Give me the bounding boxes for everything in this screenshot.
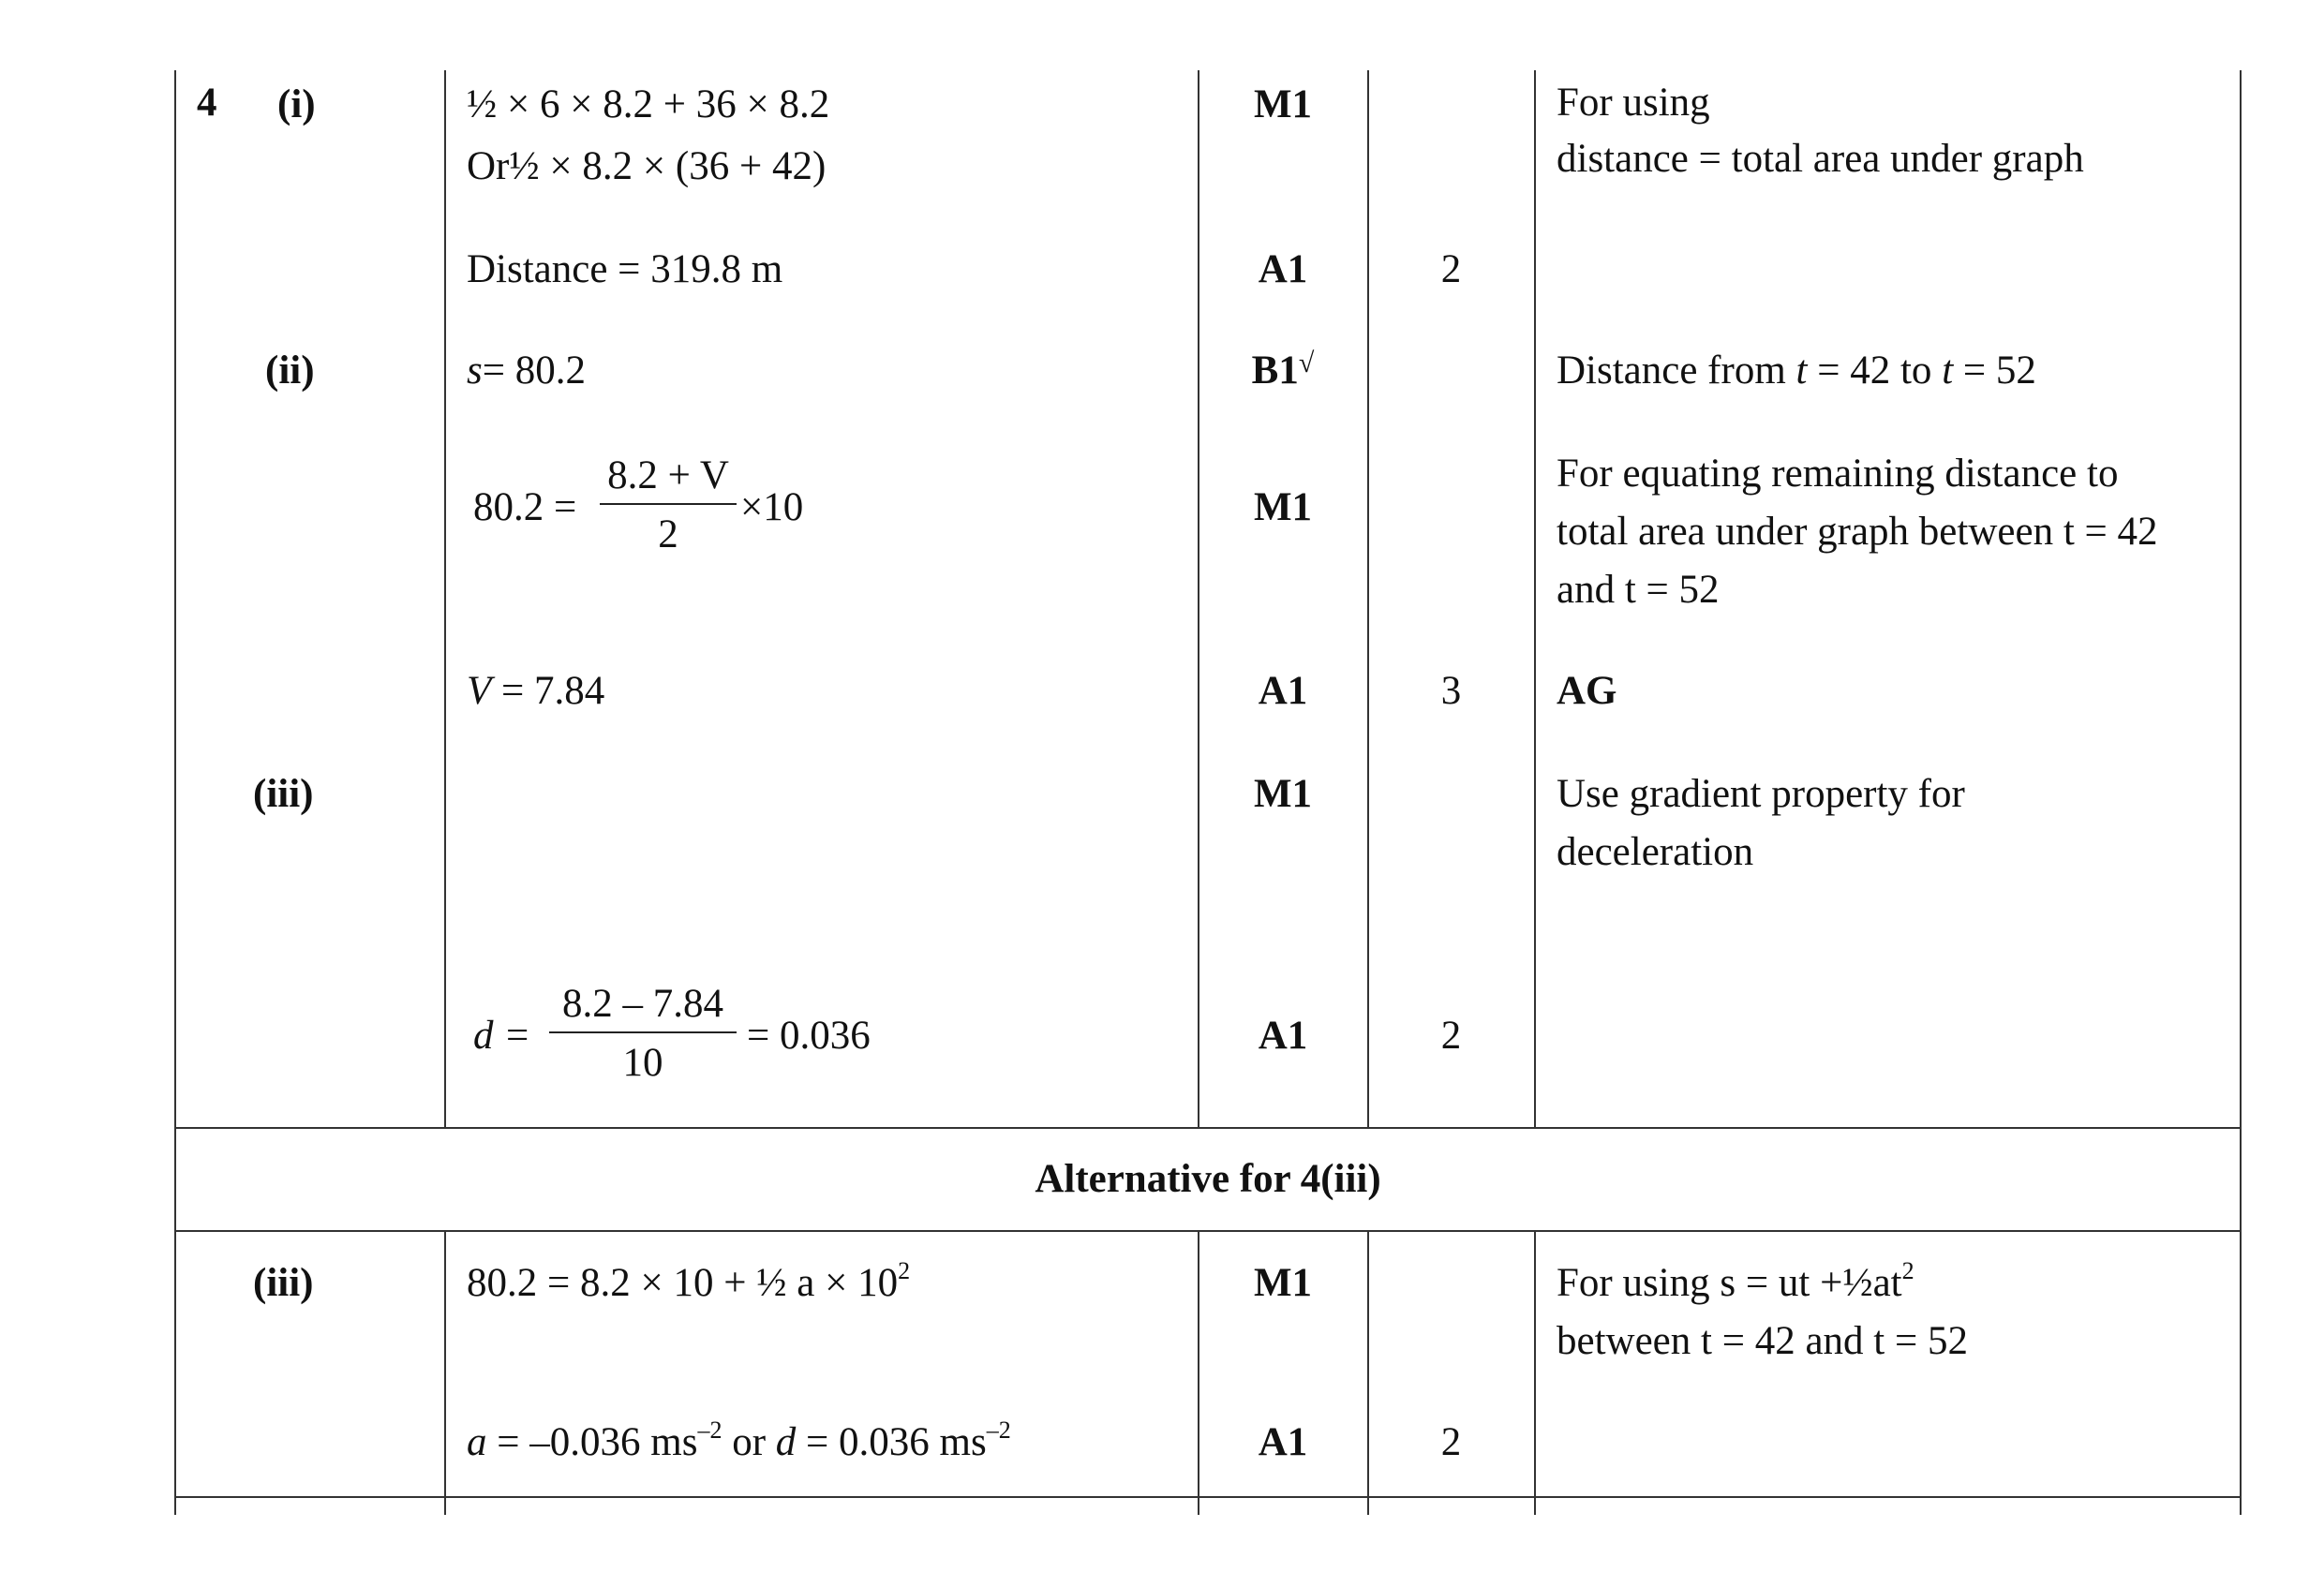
alt-total: 2 [1440,1420,1462,1464]
column-divider-1 [444,70,446,1129]
mark-ii-b1 [1199,350,1366,391]
alt-working-line2 [467,1416,1011,1464]
fraction-iii [549,984,737,1083]
var-v: V [467,669,492,713]
alt-note-exponent: 2 [1901,1257,1914,1284]
fraction-ii-bar [600,503,737,505]
alt-var-a: a [467,1420,487,1464]
note-ii-equating-line3: and t = 52 [1557,568,1720,612]
row-divider-before-alternative [175,1127,2242,1129]
fraction-ii [600,455,737,555]
mark-iii-m1: M1 [1253,772,1313,816]
row-divider-after-alternative [175,1230,2242,1232]
note-ag: AG [1557,669,1617,713]
working-distance: Distance = 319.8 m [467,247,783,291]
fraction-ii-denominator: 2 [658,512,678,556]
mark-i-a1: A1 [1258,247,1308,291]
total-iii: 2 [1440,1014,1462,1058]
var-s: s [467,349,483,393]
total-i: 2 [1440,247,1462,291]
mark-ii-m1: M1 [1253,485,1313,529]
column-divider-3 [1367,70,1369,1129]
column-divider-1-lower [444,1231,446,1515]
working-ii-s [467,350,586,391]
note-ii-equating-line1: For equating remaining distance to [1557,452,2119,496]
mark-b1-label: B1 [1251,349,1299,393]
alt-note-text: For using s = ut +½at [1557,1261,1902,1305]
equation-ii-rhs: ×10 [740,485,804,529]
working-ii-v [467,671,604,711]
equation-ii-lhs: 80.2 = [473,485,577,529]
equation-iii-lhs: d = [473,1014,531,1058]
equation-iii-rhs: = 0.036 [747,1014,871,1058]
question-number: 4 [197,81,217,125]
column-divider-2 [1198,70,1199,1129]
alt-working-exponent: 2 [898,1257,911,1284]
alt-value-d: = 0.036 ms [796,1420,987,1464]
value-s: = 80.2 [482,349,586,393]
alt-working-line1 [467,1257,911,1305]
table-border-left [174,70,176,1515]
column-divider-4-lower [1534,1231,1536,1515]
note-ii-var-t2: t [1942,349,1954,393]
column-divider-3-lower [1367,1231,1369,1515]
alt-working-expression: 80.2 = 8.2 × 10 + ½ a × 10 [467,1261,899,1305]
note-ii-equating-line2: total area under graph between t = 42 [1557,510,2158,554]
alt-unit-exponent-2: –2 [986,1416,1011,1444]
alt-or: or [722,1420,776,1464]
working-i-line2: Or½ × 8.2 × (36 + 42) [467,144,827,188]
alt-note-line2: between t = 42 and t = 52 [1557,1319,1968,1363]
note-ii-var-t1: t [1795,349,1808,393]
value-v: = 7.84 [491,669,605,713]
alt-mark-a1: A1 [1258,1420,1308,1464]
fraction-iii-bar [549,1031,737,1033]
follow-through-tick-icon: √ [1298,348,1315,378]
column-divider-4 [1534,70,1536,1129]
note-iii-line2: deceleration [1557,830,1754,874]
alternative-heading: Alternative for 4(iii) [1035,1157,1381,1201]
note-i-line2: distance = total area under graph [1557,137,2084,181]
total-ii: 3 [1440,669,1462,713]
mark-ii-a1: A1 [1258,669,1308,713]
alt-mark-m1: M1 [1253,1261,1313,1305]
part-label-i: (i) [277,82,316,126]
note-iii-line1: Use gradient property for [1557,772,1965,816]
part-label-ii: (ii) [265,349,315,393]
alt-value-a: = –0.036 ms [486,1420,698,1464]
fraction-iii-denominator: 10 [622,1041,663,1085]
note-ii-part1: Distance from [1557,349,1796,393]
alt-part-label-iii: (iii) [253,1261,314,1305]
note-ii [1557,350,2036,391]
fraction-ii-numerator: 8.2 + V [607,453,729,497]
row-divider-bottom [175,1496,2242,1498]
part-label-iii: (iii) [253,772,314,816]
mark-iii-a1: A1 [1258,1014,1308,1058]
mark-i-m1: M1 [1253,82,1313,126]
note-ii-part2: = 42 to [1807,349,1943,393]
alt-var-d: d [775,1420,797,1464]
working-i-line1: ½ × 6 × 8.2 + 36 × 8.2 [467,82,830,126]
note-i-line1: For using [1557,81,1710,125]
fraction-iii-numerator: 8.2 – 7.84 [562,982,723,1026]
alt-unit-exponent-1: –2 [697,1416,723,1444]
note-ii-part3: = 52 [1953,349,2036,393]
alt-note-line1 [1557,1257,1914,1305]
table-border-right [2240,70,2242,1515]
